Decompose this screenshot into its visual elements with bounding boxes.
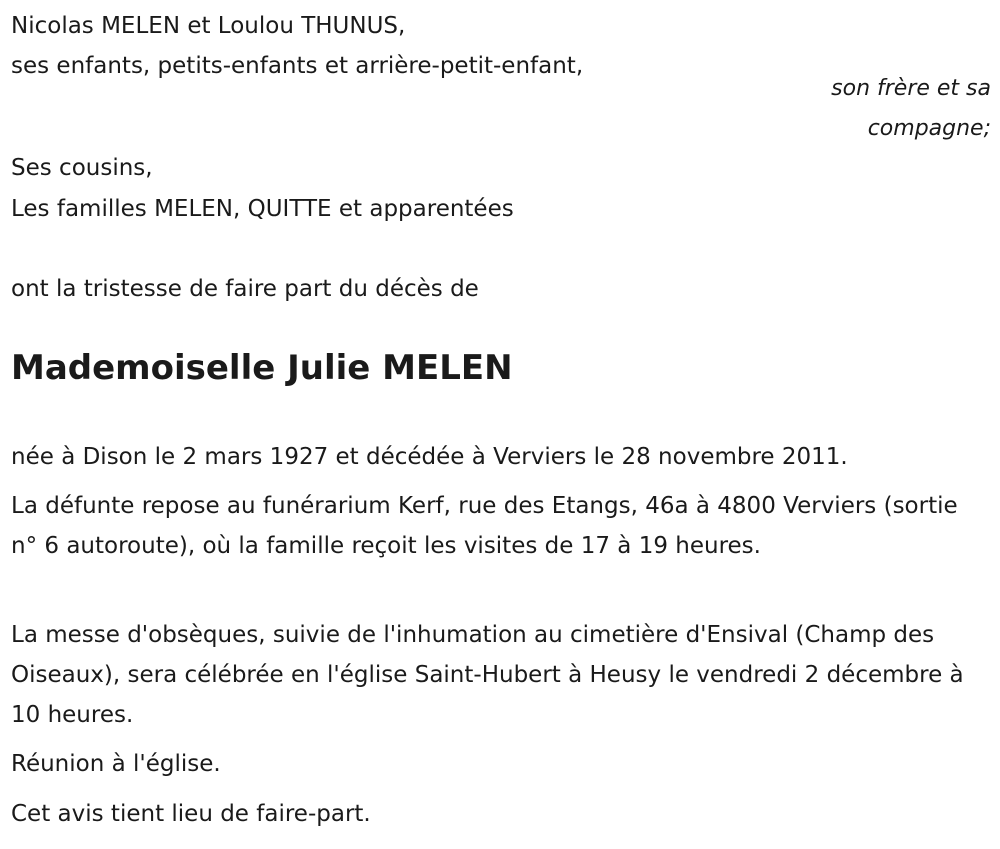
family-line-2: ses enfants, petits-enfants et arrière-petit-enfant,: [11, 53, 584, 79]
funeral-home-paragraph: La défunte repose au funérarium Kerf, rue des Etangs, 46a à 4800 Verviers (sortie n° 6 autoroute), où la famille reçoit les visites de 17 à 19 heures.: [11, 493, 958, 559]
announcement-text: ont la tristesse de faire part du décès de: [11, 276, 479, 302]
meeting-paragraph: Réunion à l'église.: [11, 751, 221, 777]
birth-death-paragraph: née à Dison le 2 mars 1927 et décédée à Verviers le 28 novembre 2011.: [11, 444, 848, 470]
obituary-notice: [11, 0, 991, 849]
relatives-line-1: Ses cousins,: [11, 155, 153, 181]
side-note-line-1: son frère et sa: [831, 76, 991, 101]
mass-paragraph: La messe d'obsèques, suivie de l'inhumation au cimetière d'Ensival (Champ des Oiseaux), sera célébrée en l'église Saint-Hubert à Heusy le vendredi 2 décembre à 10 heures.: [11, 622, 964, 728]
family-line-1: Nicolas MELEN et Loulou THUNUS,: [11, 13, 406, 39]
relatives-line-2: Les familles MELEN, QUITTE et apparentées: [11, 196, 514, 222]
notice-paragraph: Cet avis tient lieu de faire-part.: [11, 801, 371, 827]
deceased-name: Mademoiselle Julie MELEN: [11, 348, 513, 388]
side-note-line-2: compagne;: [867, 116, 991, 141]
